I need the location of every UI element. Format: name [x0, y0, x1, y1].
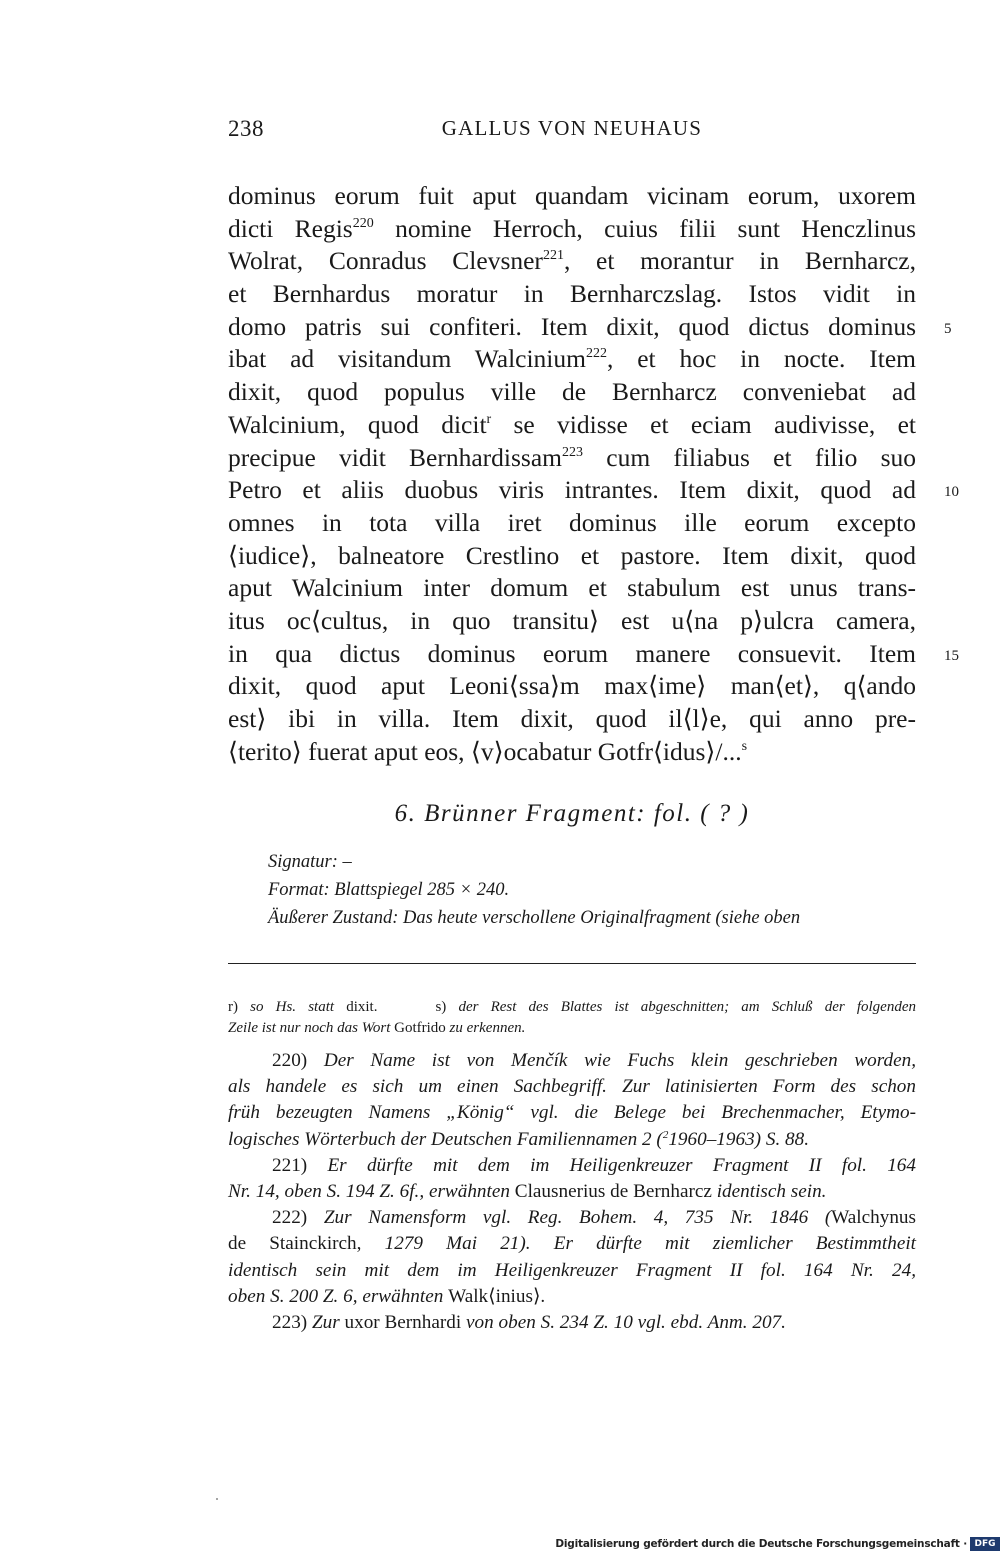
line-text: est⟩ ibi in villa. Item dixit, quod il⟨l⟩e, qui anno pre- [228, 704, 916, 733]
line-text: Wolrat, Conradus Clevsner [228, 246, 543, 276]
line-text: Walcinium, quod dicit [228, 409, 487, 439]
text-line [228, 376, 916, 409]
section-title: 6. Brünner Fragment: fol. ( ? ) [394, 800, 750, 827]
footnote-text: Nr. 14, oben S. 194 Z. 6f., erwähnten [228, 1180, 515, 1202]
format-value: Blattspiegel 285 × 240. [329, 880, 510, 900]
note-s-line2-word: Gotfrido [394, 1020, 446, 1036]
footnote-text: Zur Namensform vgl. Reg. Bohem. 4, 735 Nr. 1846 ( [307, 1207, 832, 1229]
note-s-line2-post: zu erkennen. [445, 1020, 526, 1036]
line-text: ⟨iudice⟩, balneatore Crestlino et pastore. Item dixit, quod [228, 540, 916, 570]
footnote-text: 1960–1963) S. 88. [668, 1128, 810, 1150]
text-line [228, 474, 959, 507]
signatur-label: Signatur: [268, 852, 338, 872]
note-r-word: dixit. [346, 999, 378, 1015]
zustand-label: Äußerer Zustand: [268, 908, 399, 928]
line-text: cum filiabus et filio suo [583, 442, 917, 472]
line-text: itus oc⟨cultus, in quo transitu⟩ est u⟨na p⟩ulcra camera, [228, 605, 916, 635]
footnote-text: Er dürfte mit dem im Heiligenkreuzer Fragment II fol. 164 [307, 1154, 916, 1176]
footnote-text: von oben S. 234 Z. 10 vgl. ebd. Anm. 207. [461, 1311, 786, 1333]
text-line [228, 213, 916, 246]
footnote-line [228, 1179, 916, 1205]
note-r-marker: r) [228, 999, 238, 1015]
quoted-source-text: de Stainckirch, [228, 1233, 362, 1255]
footnote-line [228, 1127, 916, 1153]
running-head: GALLUS VON NEUHAUS [441, 116, 703, 140]
quoted-source-text: Walk⟨inius⟩. [448, 1285, 546, 1307]
line-text: Petro et aliis duobus viris intrantes. Item dixit, quod ad [228, 475, 916, 505]
dfg-logo: DFG [970, 1537, 1000, 1551]
line-text: precipue vidit Bernhardissam [228, 442, 563, 472]
note-s-line2-pre: Zeile ist nur noch das Wort [228, 1020, 395, 1036]
line-text: dicti Regis [228, 213, 353, 243]
text-line [228, 703, 916, 736]
note-r-s-line [228, 997, 916, 1018]
line-number: 10 [944, 484, 959, 501]
text-line [228, 670, 916, 703]
text-line [228, 572, 916, 605]
footnote-text: 1279 Mai 21). Er dürfte mit ziemlicher Bestimmtheit [361, 1233, 916, 1255]
signatur-line [268, 848, 928, 876]
zustand-line [268, 904, 928, 932]
footnote-number: 220) [272, 1050, 308, 1071]
line-number: 15 [944, 647, 959, 664]
footnote-text: oben S. 200 Z. 6, erwähnten [228, 1285, 449, 1307]
edition-superscript: 2 [662, 1128, 669, 1141]
text-line [228, 409, 916, 442]
line-text: nomine Herroch, cuius filii sunt Henczlinus [373, 213, 916, 243]
footnote-line: identisch sein mit dem im Heiligenkreuzer Fragment II fol. 164 Nr. 24, [228, 1259, 916, 1281]
page-header [228, 116, 916, 150]
footnote-text: logisches Wörterbuch der Deutschen Familiennamen 2 ( [228, 1128, 663, 1150]
footnote-reference: r [486, 411, 492, 427]
credit-text: Digitalisierung gefördert durch die Deutsche Forschungsgemeinschaft · [555, 1538, 967, 1550]
line-text: in qua dictus dominus eorum manere consuevit. Item [228, 638, 916, 668]
line-text: dixit, quod aput Leoni⟨ssa⟩m max⟨ime⟩ man⟨et⟩, q⟨ando [228, 671, 916, 701]
note-s-text: der Rest des Blattes ist abgeschnitten; am Schluß der folgenden [446, 999, 916, 1015]
footnote-line: früh bezeugten Namens „König“ vgl. die Belege bei Brechenmacher, Etymo- [228, 1102, 916, 1124]
footnote-line [228, 1048, 916, 1074]
format-line [268, 876, 928, 904]
zustand-value: Das heute verschollene Originalfragment (siehe oben [398, 908, 801, 928]
digitization-credit [555, 1534, 1000, 1554]
line-text: ibat ad visitandum Walcinium [228, 344, 586, 374]
note-r-text: so Hs. statt [238, 999, 347, 1015]
line-text: ⟨terito⟩ fuerat aput eos, ⟨v⟩ocabatur Gotfr⟨idus⟩/... [228, 736, 742, 766]
line-text: omnes in tota villa iret dominus ille eorum excepto [228, 507, 916, 537]
footnote-reference: 220 [352, 215, 374, 231]
text-line [228, 311, 952, 344]
quoted-source-text: Walchynus [831, 1207, 916, 1229]
line-text: , et hoc in nocte. Item [606, 344, 916, 374]
textual-notes [228, 997, 916, 1039]
line-text: , et morantur in Bernharcz, [563, 246, 916, 276]
line-number: 5 [944, 320, 952, 337]
note-s-marker: s) [435, 999, 447, 1015]
footnote-text: Der Name ist von Menčík wie Fuchs klein geschrieben worden, [307, 1050, 916, 1071]
text-line [228, 638, 959, 671]
line-text: et Bernhardus moratur in Bernharczslag. Istos vidit in [228, 279, 916, 309]
footnote-line [228, 1231, 916, 1257]
footnote-222 [228, 1205, 916, 1310]
line-text: aput Walcinium inter domum et stabulum est unus trans- [228, 573, 916, 603]
footnote-text: identisch sein. [711, 1180, 827, 1202]
footnotes [228, 997, 916, 1336]
line-text: domo patris sui confiteri. Item dixit, quod dictus dominus [228, 311, 916, 341]
line-text: dominus eorum fuit aput quandam vicinam eorum, uxorem [228, 181, 916, 210]
footnote-reference: s [741, 738, 748, 754]
quoted-source-text: Clausnerius de Bernharcz [514, 1180, 712, 1202]
main-text [228, 180, 959, 768]
line-text: dixit, quod populus ville de Bernharcz conveniebat ad [228, 377, 916, 407]
footnote-line [228, 1284, 916, 1310]
footnote-separator [228, 963, 916, 964]
text-line [228, 245, 916, 278]
footnote-text: Zur [307, 1311, 345, 1333]
footnote-line: als handele es sich um einen Sachbegriff. Zur latinisierten Form des schon [228, 1076, 916, 1098]
footnote-reference: 221 [542, 248, 564, 264]
format-label: Format: [268, 880, 330, 900]
footnote-number: 222) [272, 1207, 308, 1229]
text-line [228, 278, 916, 311]
quoted-source-text: uxor Bernhardi [344, 1311, 462, 1333]
line-text: se vidisse et eciam audivisse, et [491, 409, 916, 439]
manuscript-description [268, 848, 928, 932]
page-number: 238 [228, 116, 264, 141]
text-line [228, 343, 916, 376]
footnote-number: 223) [272, 1311, 308, 1333]
text-line [228, 180, 916, 213]
footnote-220 [228, 1048, 916, 1153]
signatur-value: – [337, 852, 352, 872]
footnote-line [228, 1153, 916, 1179]
scan-speck [216, 1498, 218, 1500]
footnote-number: 221) [272, 1154, 308, 1176]
footnote-line [228, 1310, 916, 1336]
text-line [228, 442, 916, 475]
text-line [228, 507, 916, 540]
note-s-line-2 [228, 1018, 916, 1039]
footnote-reference: 222 [585, 346, 607, 362]
footnote-221 [228, 1153, 916, 1205]
text-line [228, 605, 916, 638]
footnote-223 [228, 1310, 916, 1336]
text-line [228, 540, 916, 573]
text-line [228, 736, 916, 769]
footnote-reference: 223 [562, 444, 584, 460]
footnote-line [228, 1205, 916, 1231]
